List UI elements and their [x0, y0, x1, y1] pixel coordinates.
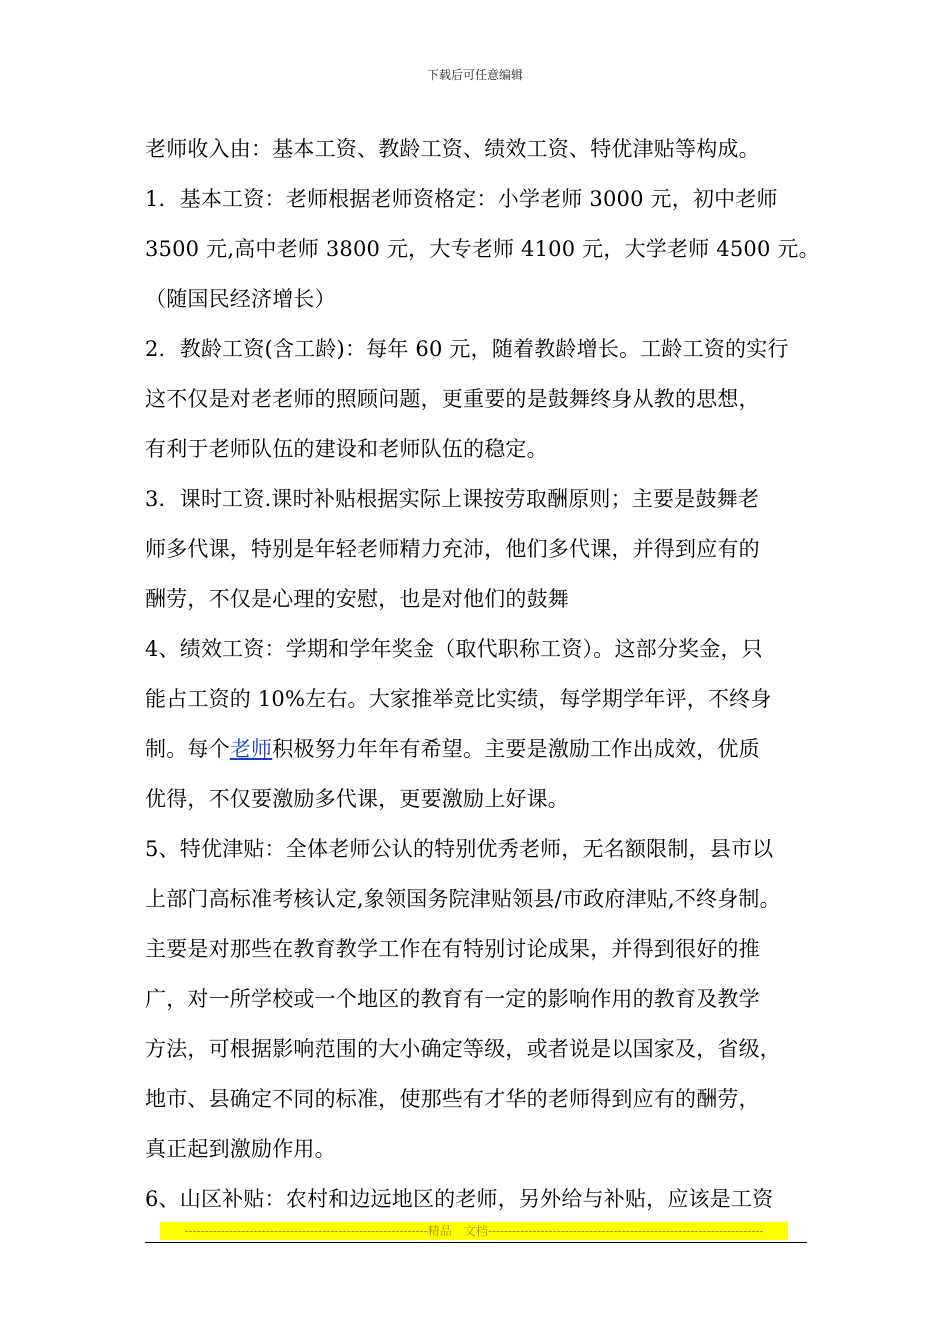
document-body — [145, 129, 825, 1229]
page-header-note: 下载后可任意编辑 — [426, 68, 523, 82]
paragraph-line: 上部门高标准考核认定,象领国务院津贴领县/市政府津贴,不终身制。 — [145, 887, 781, 911]
paragraph-line: 真正起到激励作用。 — [145, 1137, 336, 1161]
paragraph-line: 广，对一所学校或一个地区的教育有一定的影响作用的教育及教学 — [145, 987, 760, 1011]
footer-highlight-banner: ------------------------------------------------------------精品 文档-------------------------------------------------------------------- — [160, 1222, 788, 1240]
paragraph-line: 地市、县确定不同的标准，使那些有才华的老师得到应有的酬劳， — [145, 1087, 760, 1111]
paragraph-line: 这不仅是对老老师的照顾问题，更重要的是鼓舞终身从教的思想， — [145, 387, 760, 411]
paragraph-line: 老师收入由：基本工资、教龄工资、绩效工资、特优津贴等构成。 — [145, 137, 760, 161]
paragraph-line: 1．基本工资：老师根据老师资格定：小学老师 3000 元，初中老师 — [145, 187, 778, 211]
line-text-after-link: 积极努力年年有希望。主要是激励工作出成效，优质 — [272, 737, 760, 761]
paragraph-line: 4、绩效工资：学期和学年奖金（取代职称工资）。这部分奖金，只 — [145, 637, 763, 661]
teacher-link[interactable]: 老师 — [229, 737, 273, 761]
line-text-before-link: 制。每个 — [145, 737, 230, 761]
paragraph-line: 5、特优津贴：全体老师公认的特别优秀老师，无名额限制，县市以 — [145, 837, 774, 861]
paragraph-line: 酬劳，不仅是心理的安慰，也是对他们的鼓舞 — [145, 587, 569, 611]
paragraph-line: 6、山区补贴：农村和边远地区的老师，另外给与补贴，应该是工资 — [145, 1187, 774, 1211]
paragraph-line-with-link — [145, 729, 825, 779]
footer-divider — [145, 1242, 807, 1243]
paragraph-line: 2．教龄工资(含工龄)：每年 60 元，随着教龄增长。工龄工资的实行 — [145, 337, 789, 361]
paragraph-line: 能占工资的 10%左右。大家推举竞比实绩，每学期学年评，不终身 — [145, 687, 772, 711]
paragraph-line: 3500 元,高中老师 3800 元，大专老师 4100 元，大学老师 4500 元。 — [145, 237, 820, 261]
paragraph-line: 方法，可根据影响范围的大小确定等级，或者说是以国家及，省级， — [145, 1037, 781, 1061]
paragraph-line: 有利于老师队伍的建设和老师队伍的稳定。 — [145, 437, 548, 461]
paragraph-line: 优得，不仅要激励多代课，更要激励上好课。 — [145, 787, 569, 811]
paragraph-line: 主要是对那些在教育教学工作在有特别讨论成果，并得到很好的推 — [145, 937, 760, 961]
paragraph-line: （随国民经济增长） — [145, 287, 336, 311]
paragraph-line: 3．课时工资.课时补贴根据实际上课按劳取酬原则；主要是鼓舞老 — [145, 487, 760, 511]
paragraph-line: 师多代课，特别是年轻老师精力充沛，他们多代课，并得到应有的 — [145, 537, 760, 561]
